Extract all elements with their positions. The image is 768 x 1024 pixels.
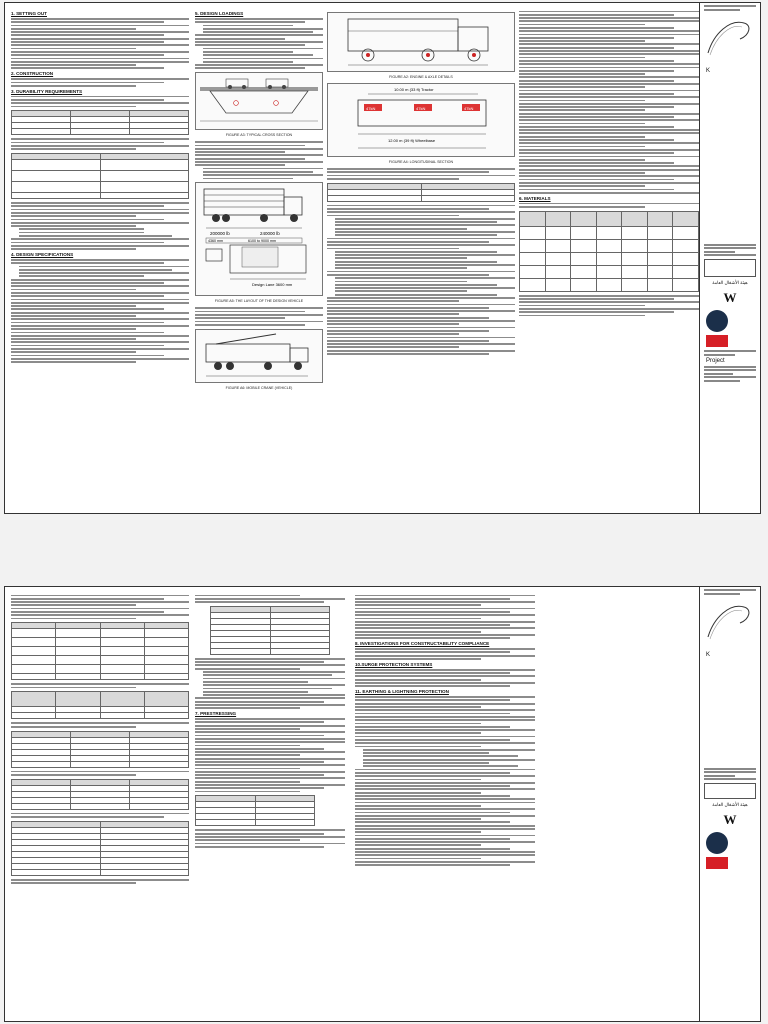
deck-section-drawing [196,73,322,129]
prestress-strand-table [210,606,330,655]
key-plan-diagram [700,13,758,63]
axle-load-2: 47kN [416,106,426,111]
section-heading-construction: 2. CONSTRUCTION [11,71,54,77]
contractor-logo-icon-2 [706,857,728,869]
axle-load-3: 47kN [464,106,474,111]
section-heading-earthing: 11. EARTHING & LIGHTNING PROTECTION [355,689,449,695]
lap-length-table [11,731,189,768]
figure-caption-longitudinal: FIGURE A4: LONGITUDINAL SECTION [388,160,454,164]
figure-caption-crane: FIGURE A6: MOBILE CRANE (VEHICLE) [225,385,293,390]
consultant-logo-icon-2 [706,832,728,854]
client-logo: W [723,290,737,305]
figure-caption-cross-section: FIGURE A3: TYPICAL CROSS SECTION [225,133,293,138]
load-factor-table [327,183,515,202]
drawing-sheet-2 [4,586,761,1022]
section-heading-setting-out: 1. SETTING OUT [11,11,47,16]
section-heading-prestressing: 7. PRESTRESSING [195,711,237,717]
consultant-logo-icon [706,310,728,332]
notes-column-2 [195,9,323,507]
section-heading-materials: 6. MATERIALS [519,195,551,201]
figure-mobile-crane [195,329,323,383]
figure-axle-details [327,12,515,72]
drawing-sheet-1 [4,2,761,514]
axle-load-1: 47kN [366,106,376,111]
axle-details-drawing [328,13,514,71]
cover-table [11,153,189,199]
title-block-2 [699,587,760,1021]
span-label: 12.00 m (39 ft) Wheelbase [388,138,436,143]
arabic-authority-name-2: هيئة الأشغال العامة [712,802,748,807]
exposure-class-table [11,821,189,876]
steel-grade-table [11,691,189,719]
figure-caption-vehicle: FIGURE A5: THE LAYOUT OF THE DESIGN VEHICLE [214,299,304,304]
key-plan-marker: K [706,67,711,74]
contractor-logo-icon [706,335,728,347]
truck-load-1: 200000 lb [210,231,230,237]
title-block-1 [699,3,760,513]
section-heading-surge: 10.SURGE PROTECTION SYSTEMS [355,661,433,667]
component-table [11,622,189,680]
section-heading-design-loadings: 5. DESIGN LOADINGS [195,11,244,16]
anchorage-table [11,779,189,810]
notes-column-3 [327,9,515,507]
section-heading-investigations: 8. INVESTIGATIONS FOR CONSTRUCTABILITY COMPLIANCE [355,641,490,647]
project-label: Project [706,357,725,364]
figure-longitudinal-section [327,83,515,157]
notes-column-5 [11,593,189,1015]
friction-table [195,795,315,826]
figure-cross-section-deck [195,72,323,130]
client-logo-2: W [723,812,737,827]
mobile-crane-drawing [196,330,322,382]
design-vehicle-drawing [196,183,322,295]
arabic-authority-name: هيئة الأشغال العامة [712,280,748,285]
notes-column-6 [195,593,345,1015]
key-plan-diagram-2 [700,597,758,647]
notes-column-7 [355,593,535,1015]
truck-dim-1: 4360 mm [208,239,223,244]
design-lane-label: Design Lane 3600 mm [252,282,293,288]
longitudinal-section-drawing [328,84,514,156]
concrete-grades-table [519,211,699,292]
section-heading-design-specifications: 4. DESIGN SPECIFICATIONS [11,251,74,257]
figure-caption-axle: FIGURE A2: ENGINE & AXLE DETAILS [389,75,453,79]
notes-column-1 [11,9,189,507]
truck-load-2: 240000 lb [260,231,280,237]
section-heading-durability: 3. DURABILITY REQUIREMENTS [11,88,83,94]
truck-dim-2: 6100 to 9000 mm [248,239,276,244]
key-plan-marker-2: K [706,651,711,658]
figure-design-vehicle [195,182,323,296]
exposure-table [11,110,189,135]
notes-column-4 [519,9,699,507]
tyre-spacing-label: 10.00 m (33 ft) Tractor [394,87,434,92]
